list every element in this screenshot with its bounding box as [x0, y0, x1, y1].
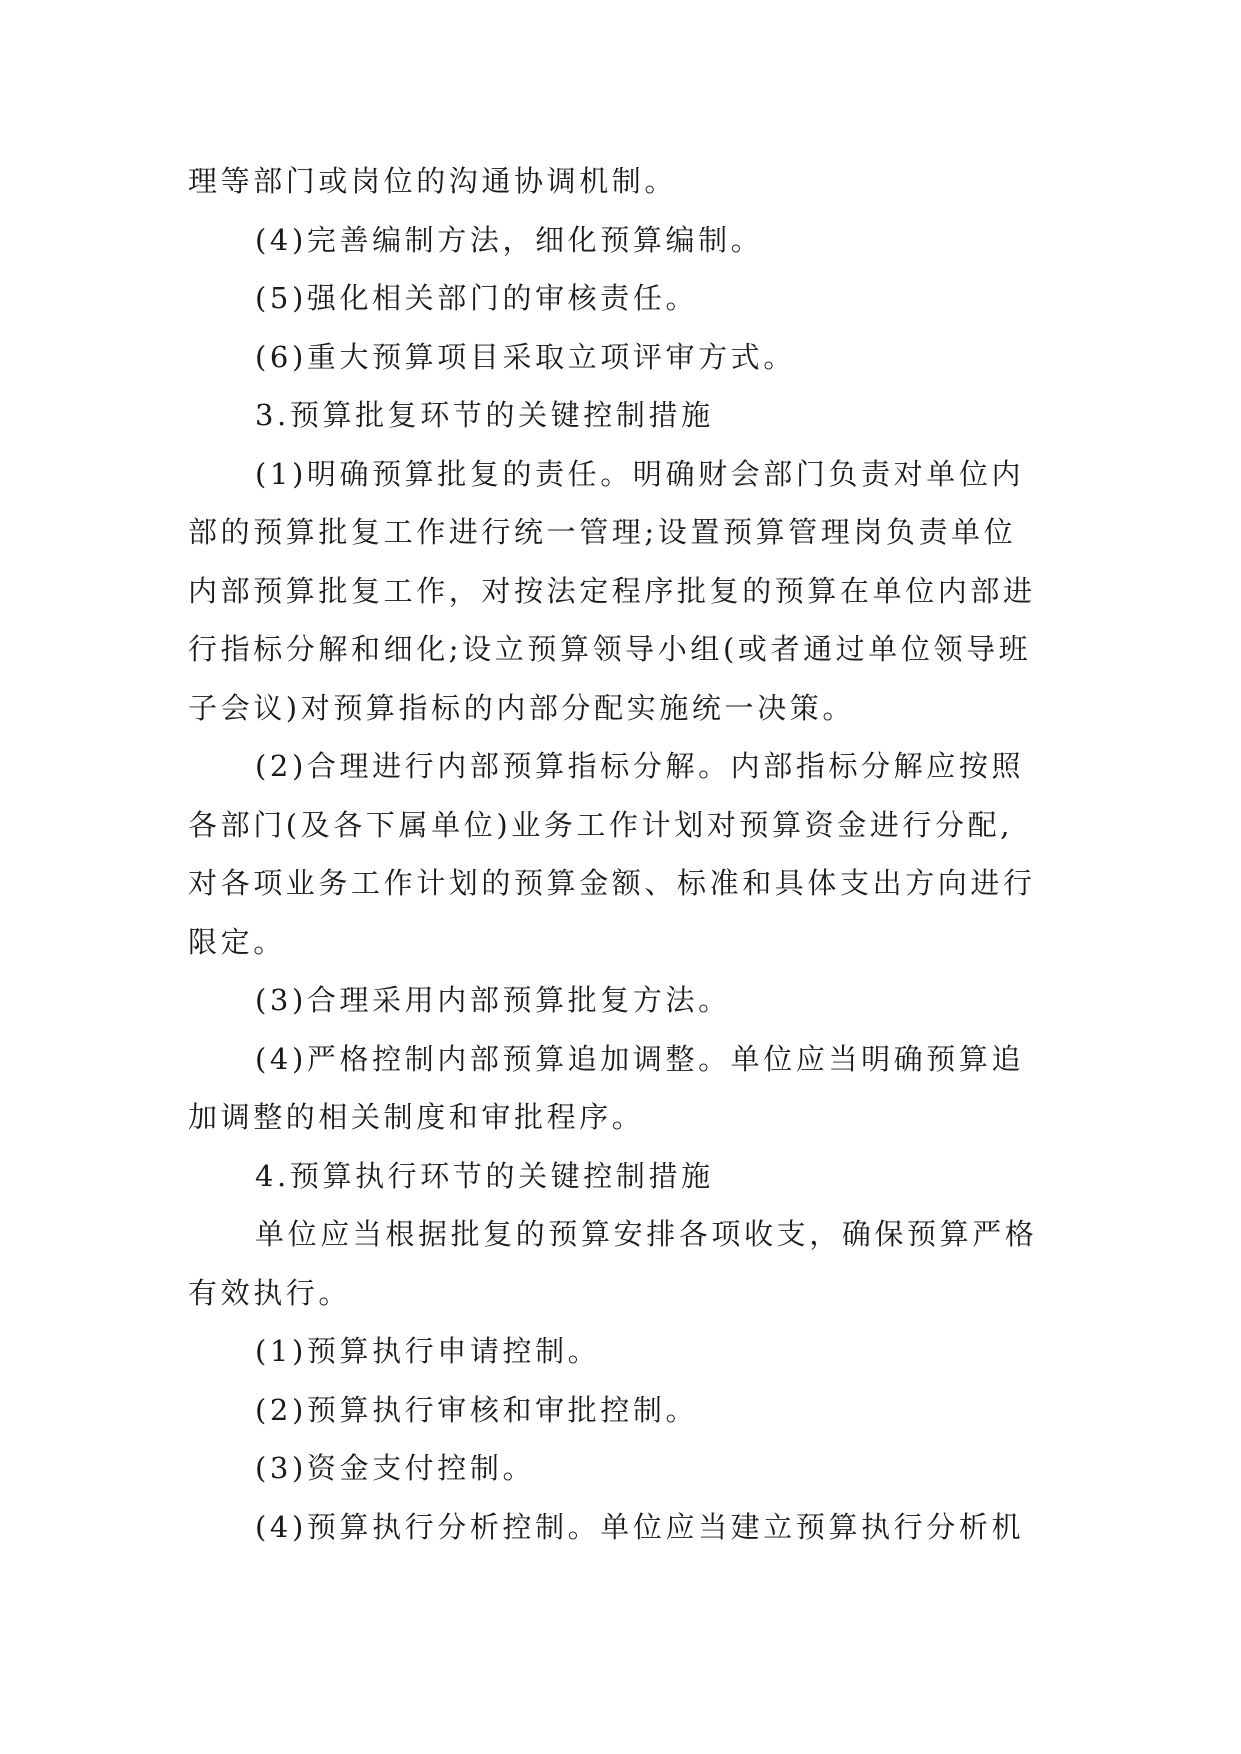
- text-line: 行指标分解和细化;设立预算领导小组(或者通过单位领导班: [188, 632, 1032, 666]
- section-heading: 4.预算执行环节的关键控制措施: [255, 1158, 714, 1193]
- text-line: (5)强化相关部门的审核责任。: [255, 281, 699, 315]
- text-line: (2)预算执行审核和审批控制。: [255, 1392, 699, 1427]
- text-line: 内部预算批复工作，对按法定程序批复的预算在单位内部进: [188, 573, 1036, 608]
- document-page: [188, 152, 1058, 1556]
- text-line: 加调整的相关制度和审批程序。: [188, 1100, 645, 1134]
- text-line: (2)合理进行内部预算指标分解。内部指标分解应按照: [255, 749, 1025, 783]
- text-line: (3)资金支付控制。: [255, 1451, 536, 1485]
- text-line: 理等部门或岗位的沟通协调机制。: [188, 164, 678, 198]
- text-line: 单位应当根据批复的预算安排各项收支，确保预算严格: [255, 1217, 1038, 1251]
- text-line: (4)严格控制内部预算追加调整。单位应当明确预算追: [255, 1041, 1025, 1076]
- text-line: 对各项业务工作计划的预算金额、标准和具体支出方向进行: [188, 866, 1036, 900]
- text-line: 限定。: [188, 924, 286, 959]
- text-line: 有效执行。: [188, 1275, 352, 1310]
- text-line: (3)合理采用内部预算批复方法。: [255, 983, 731, 1017]
- text-line: (1)明确预算批复的责任。明确财会部门负责对单位内: [255, 456, 1025, 491]
- text-line: 各部门(及各下属单位)业务工作计划对预算资金进行分配,: [188, 807, 1014, 842]
- text-line: 部的预算批复工作进行统一管理;设置预算管理岗负责单位: [188, 515, 1017, 549]
- text-line: (4)完善编制方法，细化预算编制。: [255, 222, 764, 257]
- text-line: (1)预算执行申请控制。: [255, 1334, 601, 1368]
- text-line: (6)重大预算项目采取立项评审方式。: [255, 339, 796, 374]
- text-line: 子会议)对预算指标的内部分配实施统一决策。: [188, 690, 855, 725]
- section-heading: 3.预算批复环节的关键控制措施: [255, 398, 714, 432]
- text-line: (4)预算执行分析控制。单位应当建立预算执行分析机: [255, 1509, 1025, 1544]
